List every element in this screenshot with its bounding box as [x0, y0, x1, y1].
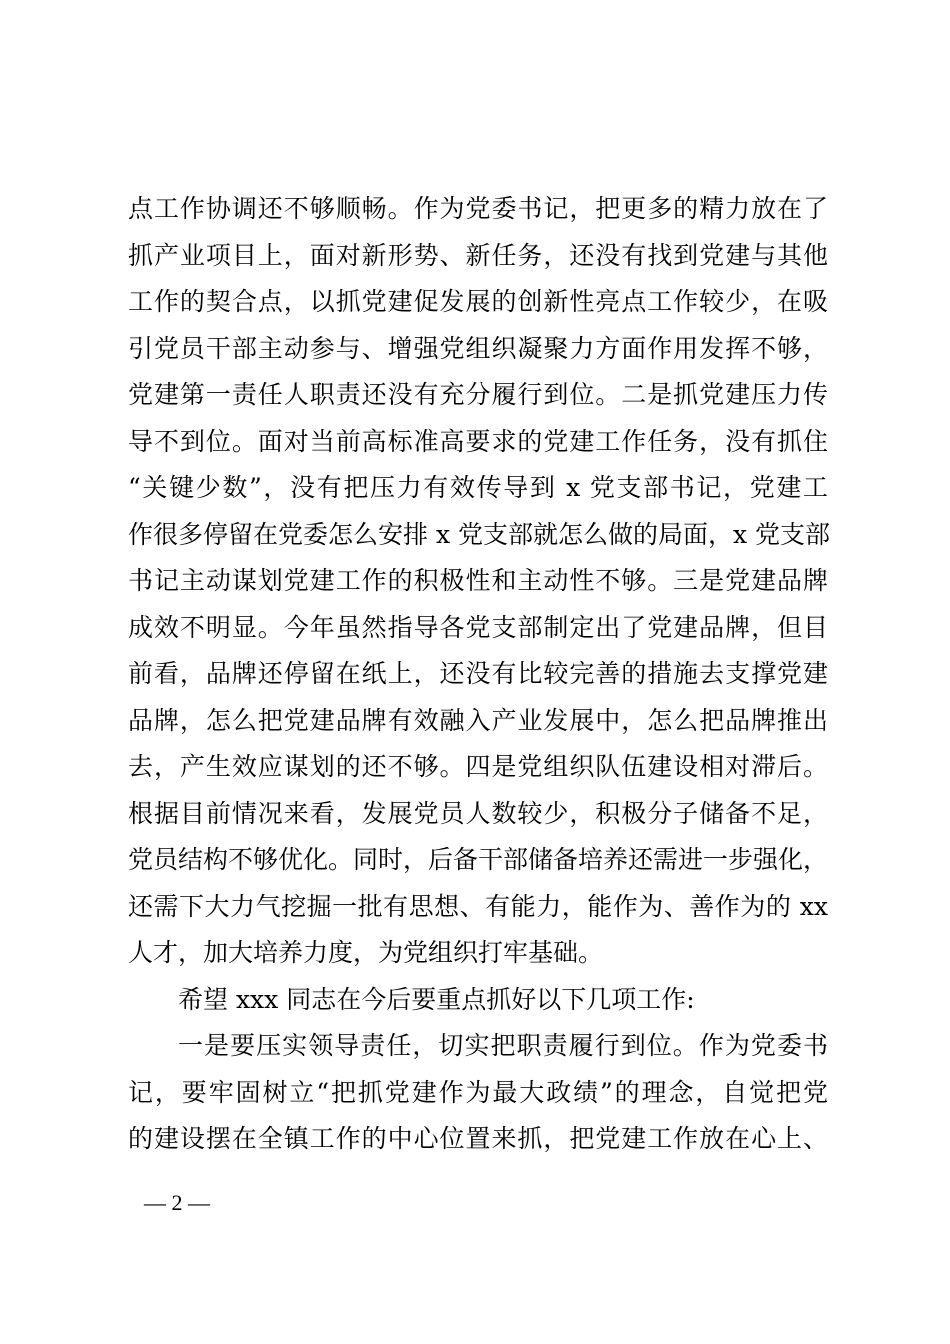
text-line: 党建第一责任人职责还没有充分履行到位。二是抓党建压力传	[128, 380, 828, 409]
text-line: 成效不明显。今年虽然指导各党支部制定出了党建品牌，但目	[128, 612, 828, 642]
text-line: 人才，加大培养力度，为党组织打牢基础。	[128, 938, 604, 967]
text-line: 工作的契合点，以抓党建促发展的创新性亮点工作较少，在吸	[128, 287, 828, 316]
text-line: 作很多停留在党委怎么安排 x 党支部就怎么做的局面，x 党支部	[128, 519, 831, 549]
text-line: 导不到位。面对当前高标准高要求的党建工作任务，没有抓住	[128, 426, 828, 456]
text-line: 前看，品牌还停留在纸上，还没有比较完善的措施去支撑党建	[128, 659, 828, 688]
text-line: 根据目前情况来看，发展党员人数较少，积极分子储备不足，	[128, 798, 828, 828]
text-line: 书记主动谋划党建工作的积极性和主动性不够。三是党建品牌	[128, 566, 828, 595]
body-text	[128, 186, 831, 1163]
text-line: 点工作协调还不够顺畅。作为党委书记，把更多的精力放在了	[128, 194, 828, 223]
page-number: — 2 —	[144, 1190, 210, 1215]
text-line: 去，产生效应谋划的还不够。四是党组织队伍建设相对滞后。	[128, 752, 828, 781]
text-line: 记，要牢固树立“把抓党建作为最大政绩”的理念，自觉把党	[128, 1077, 828, 1107]
text-line: 一是要压实领导责任，切实把职责履行到位。作为党委书	[178, 1031, 828, 1060]
text-line: 党员结构不够优化。同时，后备干部储备培养还需进一步强化，	[128, 845, 829, 874]
text-line: 还需下大力气挖掘一批有思想、有能力，能作为、善作为的 xx	[128, 891, 828, 921]
text-line: 的建设摆在全镇工作的中心位置来抓，把党建工作放在心上、	[128, 1124, 828, 1153]
text-line: 抓产业项目上，面对新形势、新任务，还没有找到党建与其他	[128, 240, 828, 270]
text-line: “关键少数”，没有把压力有效传导到 x 党支部书记，党建工	[128, 473, 828, 502]
text-line: 引党员干部主动参与、增强党组织凝聚力方面作用发挥不够，	[128, 333, 828, 363]
text-line: 希望 xxx 同志在今后要重点抓好以下几项工作:	[178, 984, 695, 1014]
text-line: 品牌，怎么把党建品牌有效融入产业发展中，怎么把品牌推出	[128, 705, 828, 735]
